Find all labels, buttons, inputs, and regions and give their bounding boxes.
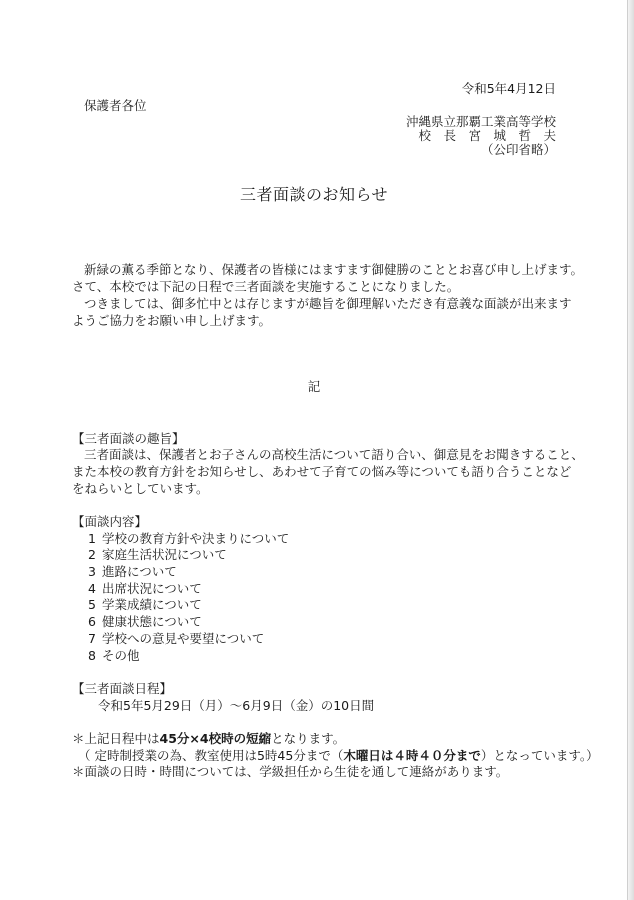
principal-name: 校 長 宮 城 哲 夫	[418, 128, 556, 143]
intro-line-1: 新緑の薫る季節となり、保護者の皆様にはますます御健勝のこととお喜び申し上げます。	[84, 262, 584, 277]
list-item-text: 健康状態について	[102, 614, 202, 629]
list-item	[88, 613, 202, 630]
note-2-prefix: （ 定時制授業の為、教室使用は5時45分まで（	[78, 748, 344, 763]
page-title: 三者面談のお知らせ	[239, 185, 389, 204]
seal-note: （公印省略）	[480, 142, 556, 157]
schedule-heading: 【三者面談日程】	[72, 681, 173, 696]
page-edge	[627, 0, 634, 900]
note-contact: ＊面談の日時・時間については、学級担任から生徒を通して連絡があります。	[72, 764, 509, 779]
intro-line-3: つきましては、御多忙中とは存じますが趣旨を御理解いただき有意義な面談が出来ます	[84, 296, 572, 311]
list-item	[88, 630, 264, 647]
list-item-number: 5	[88, 597, 96, 612]
list-item-text: 家庭生活状況について	[102, 547, 227, 562]
list-item	[88, 530, 289, 547]
addressee: 保護者各位	[84, 98, 147, 113]
list-item-text: 学業成績について	[102, 597, 202, 612]
list-item	[88, 647, 140, 664]
list-item-number: 1	[88, 531, 96, 546]
note-1-emphasis: 45分×4校時の短縮	[159, 731, 272, 746]
list-item	[88, 596, 202, 613]
list-item-text: 学校の教育方針や決まりについて	[102, 531, 290, 546]
note-2-suffix: ）となっています。）	[480, 748, 599, 763]
purpose-line-3: をねらいとしています。	[72, 481, 209, 496]
intro-line-4: ようご協力をお願い申し上げます。	[72, 313, 272, 328]
list-item-number: 8	[88, 648, 96, 663]
purpose-heading: 【三者面談の趣旨】	[72, 431, 185, 446]
note-shortened-schedule	[72, 730, 345, 747]
list-item	[88, 546, 227, 563]
list-item-number: 7	[88, 631, 96, 646]
list-item-number: 4	[88, 581, 96, 596]
list-item-text: 進路について	[102, 564, 177, 579]
list-item-text: 出席状況について	[102, 581, 202, 596]
list-item-text: 学校への意見や要望について	[102, 631, 265, 646]
list-item	[88, 563, 177, 580]
list-item-text: その他	[102, 648, 140, 663]
note-1-suffix: となります。	[271, 731, 346, 746]
note-1-prefix: ＊上記日程中は	[72, 731, 160, 746]
list-item-number: 2	[88, 547, 96, 562]
school-name: 沖縄県立那覇工業高等学校	[405, 114, 556, 129]
list-item-number: 6	[88, 614, 96, 629]
purpose-line-2: また本校の教育方針をお知らせし、あわせて子育ての悩み等についても語り合うことなど	[72, 464, 572, 479]
note-classroom-usage	[78, 747, 599, 764]
ki-marker: 記	[307, 379, 321, 394]
list-item	[88, 580, 202, 597]
schedule-dates: 令和5年5月29日（月）～6月9日（金）の10日間	[98, 698, 375, 713]
note-2-emphasis: 木曜日は４時４０分まで	[343, 748, 481, 763]
document-date: 令和5年4月12日	[461, 81, 556, 96]
intro-line-2: さて、本校では下記の日程で三者面談を実施することになりました。	[72, 279, 460, 294]
purpose-line-1: 三者面談は、保護者とお子さんの高校生活について語り合い、御意見をお聞きすること、	[84, 447, 584, 462]
contents-heading: 【面談内容】	[72, 514, 148, 529]
list-item-number: 3	[88, 564, 96, 579]
